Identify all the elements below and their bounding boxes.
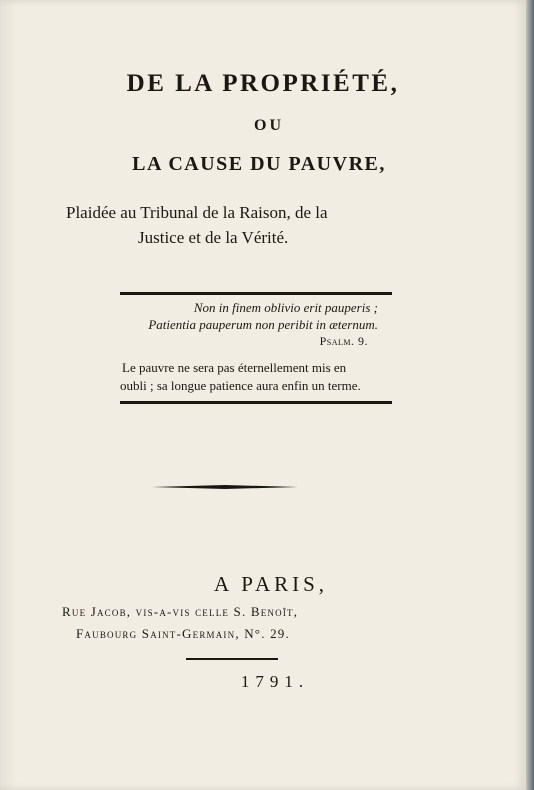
epigraph-latin-line-1: Non in finem oblivio erit pauperis ; [193,300,378,315]
imprint-city: A PARIS, [213,572,329,596]
epigraph-french-line-2: oubli ; sa longue patience aura enfin un terme. [120,378,361,393]
ornamental-rule [152,485,298,489]
epigraph-top-rule [120,292,392,295]
imprint-year: 1791. [240,672,310,691]
imprint-address-line-2: Faubourg Saint-Germain, N°. 29. [76,626,290,641]
description-line-2: Justice et de la Vérité. [138,228,289,247]
epigraph-french-line-1: Le pauvre ne sera pas éternellement mis en [122,360,347,375]
epigraph-bottom-rule [120,401,392,404]
book-subtitle: LA CAUSE DU PAUVRE, [132,153,386,175]
imprint-address-line-1: Rue Jacob, vis-a-vis celle S. Benoît, [62,604,299,619]
epigraph-source: Psalm. 9. [319,334,368,348]
title-connector: OU [254,117,284,134]
epigraph-latin-line-2: Patientia pauperum non peribit in æternum. [148,317,378,332]
book-spine-edge [526,0,534,790]
imprint-rule [186,658,278,660]
description-line-1: Plaidée au Tribunal de la Raison, de la [66,203,328,222]
book-title: DE LA PROPRIÉTÉ, [126,70,400,97]
